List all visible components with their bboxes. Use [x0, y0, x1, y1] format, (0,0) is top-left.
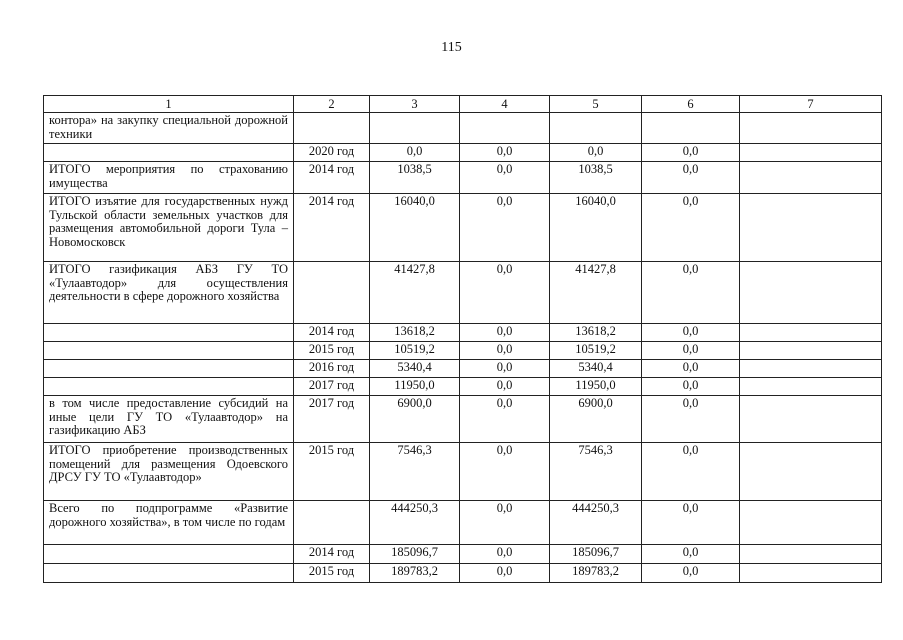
row-value: 0,0	[370, 144, 460, 162]
row-name: ИТОГО мероприятия по страхованию имущества	[44, 162, 294, 194]
row-value: 10519,2	[370, 342, 460, 360]
row-value	[550, 113, 642, 144]
row-name: ИТОГО газификация АБЗ ГУ ТО «Тулаавтодор» для осуществления деятельности в сфере дорожного хозяйства	[44, 262, 294, 324]
row-value: 13618,2	[370, 324, 460, 342]
row-value: 6900,0	[550, 396, 642, 443]
row-value: 1038,5	[370, 162, 460, 194]
row-name: Всего по подпрограмме «Развитие дорожного хозяйства», в том числе по годам	[44, 501, 294, 545]
header-cell: 2	[294, 96, 370, 113]
row-year	[294, 262, 370, 324]
row-value: 7546,3	[370, 443, 460, 501]
row-value: 0,0	[642, 501, 740, 545]
table-row	[44, 144, 882, 162]
row-name	[44, 564, 294, 583]
row-name	[44, 545, 294, 564]
row-value: 0,0	[642, 144, 740, 162]
header-cell: 5	[550, 96, 642, 113]
row-value: 444250,3	[550, 501, 642, 545]
row-name	[44, 324, 294, 342]
row-name: в том числе предоставление субсидий на иные цели ГУ ТО «Тулаавтодор» на газификацию АБЗ	[44, 396, 294, 443]
row-value: 0,0	[460, 162, 550, 194]
row-value	[642, 113, 740, 144]
row-name	[44, 378, 294, 396]
row-value: 0,0	[460, 360, 550, 378]
row-value	[740, 324, 882, 342]
row-year: 2016 год	[294, 360, 370, 378]
row-value: 185096,7	[370, 545, 460, 564]
row-value	[740, 113, 882, 144]
row-year: 2015 год	[294, 342, 370, 360]
budget-table	[43, 95, 882, 583]
row-value: 6900,0	[370, 396, 460, 443]
row-name: ИТОГО изъятие для государственных нужд Тульской области земельных участков для размещения автомобильной дороги Тула – Новомосковск	[44, 194, 294, 262]
row-year: 2020 год	[294, 144, 370, 162]
row-value: 5340,4	[370, 360, 460, 378]
row-value: 0,0	[460, 501, 550, 545]
row-value: 0,0	[460, 443, 550, 501]
row-name	[44, 342, 294, 360]
row-year: 2015 год	[294, 443, 370, 501]
row-value: 0,0	[642, 545, 740, 564]
page-number: 115	[441, 40, 462, 55]
table-row	[44, 378, 882, 396]
row-value	[740, 443, 882, 501]
row-value: 185096,7	[550, 545, 642, 564]
row-value: 41427,8	[550, 262, 642, 324]
row-value: 0,0	[460, 564, 550, 583]
row-value: 7546,3	[550, 443, 642, 501]
row-value	[740, 194, 882, 262]
row-value: 0,0	[550, 144, 642, 162]
row-value: 0,0	[460, 396, 550, 443]
table-row	[44, 324, 882, 342]
row-value	[740, 262, 882, 324]
row-value: 0,0	[642, 162, 740, 194]
row-value: 444250,3	[370, 501, 460, 545]
row-value: 11950,0	[550, 378, 642, 396]
row-value: 0,0	[642, 360, 740, 378]
row-value: 13618,2	[550, 324, 642, 342]
table-row	[44, 342, 882, 360]
row-year: 2014 год	[294, 324, 370, 342]
row-value: 0,0	[460, 144, 550, 162]
table-row	[44, 194, 882, 262]
row-year: 2017 год	[294, 396, 370, 443]
row-year: 2014 год	[294, 545, 370, 564]
row-value	[740, 396, 882, 443]
row-year: 2014 год	[294, 162, 370, 194]
row-value: 189783,2	[370, 564, 460, 583]
header-cell: 3	[370, 96, 460, 113]
table-row	[44, 545, 882, 564]
row-name: ИТОГО приобретение производственных помещений для размещения Одоевского ДРСУ ГУ ТО «Тулаавтодор»	[44, 443, 294, 501]
table-row	[44, 262, 882, 324]
table-row	[44, 501, 882, 545]
table-row	[44, 396, 882, 443]
row-value: 0,0	[642, 564, 740, 583]
row-value: 0,0	[642, 396, 740, 443]
row-year: 2014 год	[294, 194, 370, 262]
row-value: 0,0	[460, 545, 550, 564]
row-value: 41427,8	[370, 262, 460, 324]
row-value	[740, 378, 882, 396]
row-name: контора» на закупку специальной дорожной техники	[44, 113, 294, 144]
header-cell: 1	[44, 96, 294, 113]
row-value: 0,0	[642, 378, 740, 396]
row-value: 10519,2	[550, 342, 642, 360]
header-cell: 7	[740, 96, 882, 113]
row-value: 16040,0	[550, 194, 642, 262]
row-value	[740, 545, 882, 564]
row-value: 0,0	[642, 443, 740, 501]
row-value: 5340,4	[550, 360, 642, 378]
row-value	[740, 342, 882, 360]
row-value	[740, 360, 882, 378]
row-value	[740, 501, 882, 545]
header-cell: 4	[460, 96, 550, 113]
row-name	[44, 360, 294, 378]
table-row	[44, 113, 882, 144]
header-cell: 6	[642, 96, 740, 113]
row-value: 16040,0	[370, 194, 460, 262]
row-year	[294, 113, 370, 144]
row-value: 0,0	[460, 324, 550, 342]
header-row	[44, 96, 882, 113]
row-year: 2015 год	[294, 564, 370, 583]
table-row	[44, 360, 882, 378]
row-value: 1038,5	[550, 162, 642, 194]
table-row	[44, 443, 882, 501]
row-value	[460, 113, 550, 144]
table-row	[44, 162, 882, 194]
row-value	[740, 564, 882, 583]
row-year	[294, 501, 370, 545]
row-value: 0,0	[460, 194, 550, 262]
row-value	[740, 144, 882, 162]
row-value: 0,0	[460, 378, 550, 396]
row-value: 0,0	[642, 342, 740, 360]
row-value	[740, 162, 882, 194]
row-value: 0,0	[460, 342, 550, 360]
row-value: 11950,0	[370, 378, 460, 396]
row-value: 0,0	[642, 194, 740, 262]
row-value: 0,0	[642, 324, 740, 342]
row-value: 0,0	[460, 262, 550, 324]
row-value	[370, 113, 460, 144]
table-row	[44, 564, 882, 583]
row-year: 2017 год	[294, 378, 370, 396]
row-name	[44, 144, 294, 162]
row-value: 189783,2	[550, 564, 642, 583]
row-value: 0,0	[642, 262, 740, 324]
